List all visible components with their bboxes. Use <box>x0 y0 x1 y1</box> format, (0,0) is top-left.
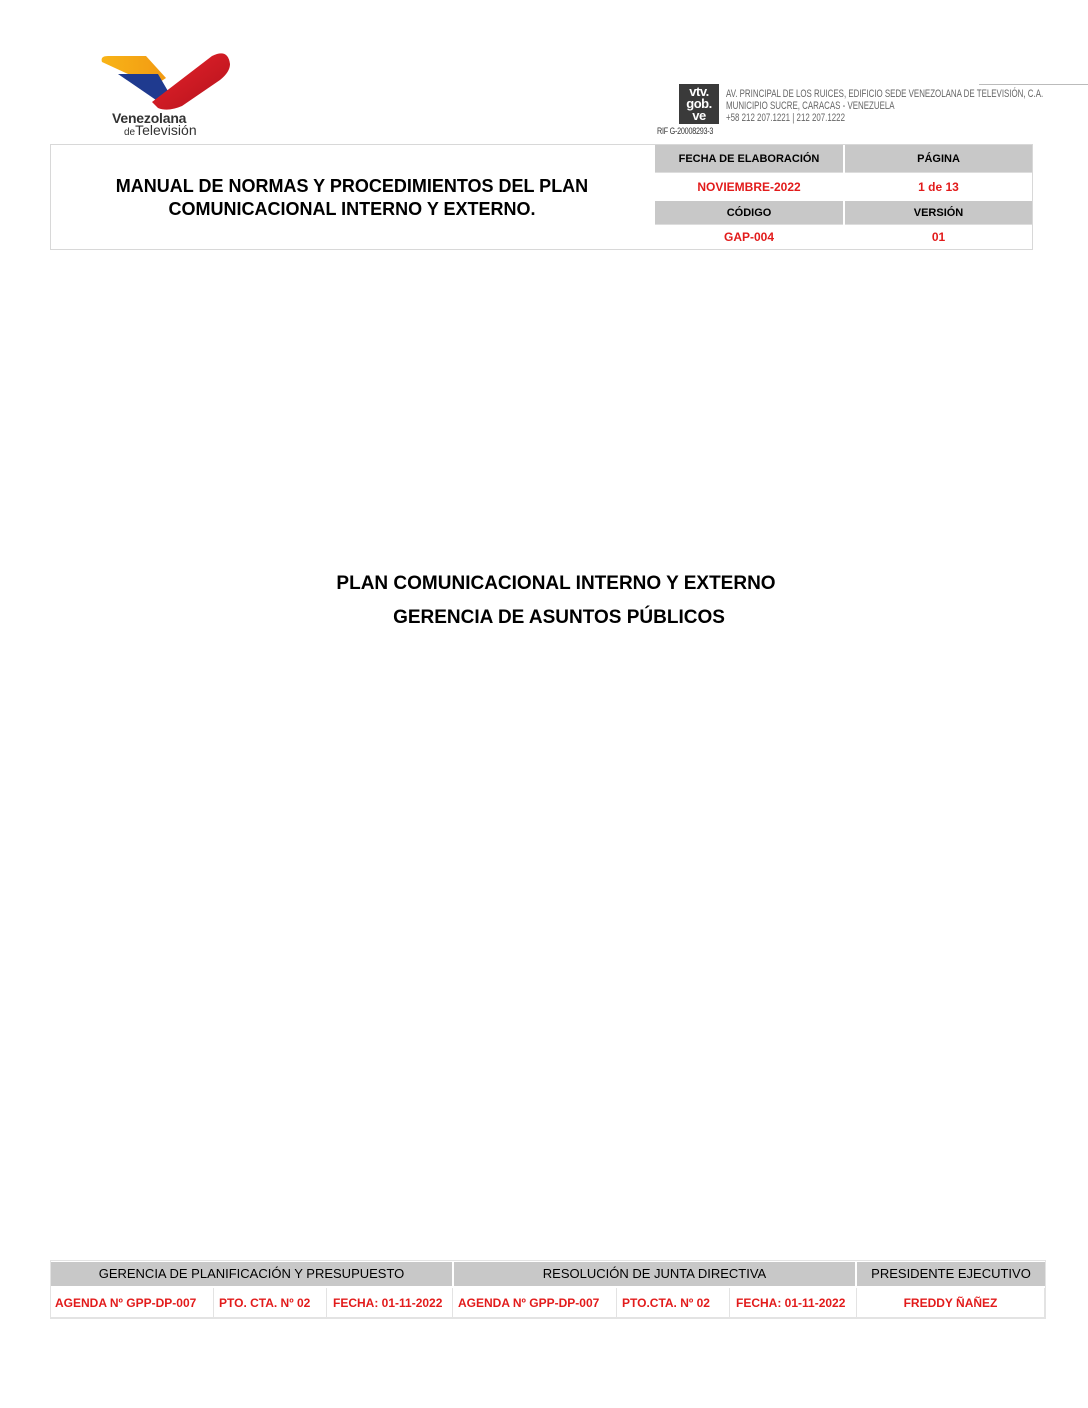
main-subtitle: GERENCIA DE ASUNTOS PÚBLICOS <box>393 607 725 628</box>
pagina-value: 1 de 13 <box>845 174 1032 200</box>
footer-head-resolucion: RESOLUCIÓN DE JUNTA DIRECTIVA <box>454 1262 855 1286</box>
footer-head-planificacion: GERENCIA DE PLANIFICACIÓN Y PRESUPUESTO <box>51 1262 452 1286</box>
fecha-elaboracion-value: NOVIEMBRE-2022 <box>655 174 843 200</box>
footer-fecha-1: FECHA: 01-11-2022 <box>327 1288 453 1318</box>
vtv-gob-ve-badge: vtv. gob. ve <box>679 84 719 124</box>
rif-number: RIF G-20008293-3 <box>657 126 714 136</box>
document-title: MANUAL DE NORMAS Y PROCEDIMIENTOS DEL PLAN COMUNICACIONAL INTERNO Y EXTERNO. <box>115 176 589 219</box>
header-divider-line <box>979 84 1088 85</box>
logo-text-venezolana: Venezolana <box>112 110 187 126</box>
codigo-value: GAP-004 <box>655 226 843 249</box>
vtv-logo <box>96 50 246 140</box>
logo-chevron-icon <box>96 50 236 112</box>
pagina-label: PÁGINA <box>845 145 1032 173</box>
main-title: PLAN COMUNICACIONAL INTERNO Y EXTERNO <box>336 573 776 594</box>
address-block: AV. PRINCIPAL DE LOS RUICES, EDIFICIO SEDE VENEZOLANA DE TELEVISIÓN, C.A. MUNICIPIO SUCRE, CARACAS - VENEZUELA +58 212 207.1221 | 212 207.1222 <box>726 88 1044 124</box>
footer-pto-cta-1: PTO. CTA. Nº 02 <box>214 1288 327 1318</box>
footer-agenda-2: AGENDA Nº GPP-DP-007 <box>453 1288 617 1318</box>
codigo-label: CÓDIGO <box>655 201 843 225</box>
footer-agenda-1: AGENDA Nº GPP-DP-007 <box>51 1288 214 1318</box>
version-label: VERSIÓN <box>845 201 1032 225</box>
footer-fecha-2: FECHA: 01-11-2022 <box>730 1288 857 1318</box>
footer-presidente-name: FREDDY ÑAÑEZ <box>857 1288 1045 1318</box>
fecha-elaboracion-label: FECHA DE ELABORACIÓN <box>655 145 843 173</box>
logo-text-television: deTelevisión <box>124 122 197 138</box>
footer-head-presidente: PRESIDENTE EJECUTIVO <box>857 1262 1045 1286</box>
footer-pto-cta-2: PTO.CTA. Nº 02 <box>617 1288 730 1318</box>
version-value: 01 <box>845 226 1032 249</box>
